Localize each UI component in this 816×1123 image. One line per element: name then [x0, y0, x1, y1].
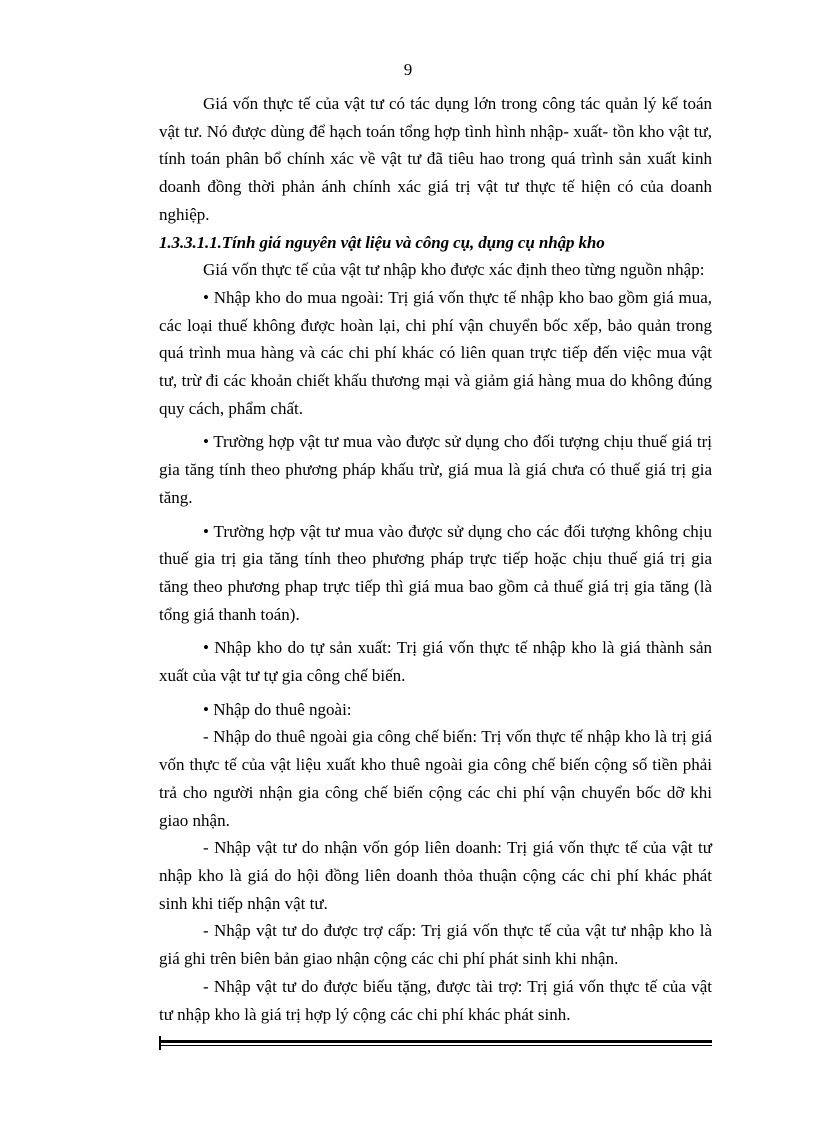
- dash-outsourced-processing: - Nhập do thuê ngoài gia công chế biến: Trị vốn thực tế nhập kho là trị giá vốn thực tế của vật liệu xuất kho thuê ngoài gia công chế biến cộng số tiền phải trả cho người nhận gia công chế biến cộng các chi phí vận chuyển bốc dỡ khi giao nhận.: [159, 727, 712, 830]
- bullet-outsourced: • Nhập do thuê ngoài:: [203, 699, 352, 719]
- footer-rule: [159, 1036, 712, 1050]
- bullet-self-produced: • Nhập kho do tự sản xuất: Trị giá vốn thực tế nhập kho là giá thành sản xuất của vật tư tự gia công chế biến.: [159, 638, 712, 686]
- page-number: 9: [403, 60, 413, 79]
- footer-rule-tick: [159, 1036, 161, 1050]
- document-body: [159, 90, 712, 1028]
- footer-rule-thick-line: [159, 1040, 712, 1043]
- bullet-vat-deduction: • Trường hợp vật tư mua vào được sử dụng cho đối tượng chịu thuế giá trị gia tăng tính theo phương pháp khấu trừ, giá mua là giá chưa có thuế giá trị gia tăng.: [159, 432, 712, 507]
- paragraph-sources: Giá vốn thực tế của vật tư nhập kho được xác định theo từng nguồn nhập:: [203, 260, 705, 280]
- footer-rule-thin-line: [159, 1045, 712, 1046]
- bullet-purchased: • Nhập kho do mua ngoài: Trị giá vốn thực tế nhập kho bao gồm giá mua, các loại thuế không được hoàn lại, chi phí vận chuyển bốc xếp, bảo quản trong quá trình mua hàng và các chi phí khác có liên quan trực tiếp đến việc mua vật tư, trừ đi các khoản chiết khấu thương mại và giảm giá hàng mua do không đúng quy cách, phẩm chất.: [159, 287, 712, 418]
- dash-donation: - Nhập vật tư do được biếu tặng, được tài trợ: Trị giá vốn thực tế của vật tư nhập kho là giá trị hợp lý cộng các chi phí khác phát sinh.: [159, 976, 712, 1024]
- intro-paragraph: Giá vốn thực tế của vật tư có tác dụng lớn trong công tác quản lý kế toán vật tư. Nó được dùng để hạch toán tổng hợp tình hình nhập- xuất- tồn kho vật tư, tính toán phân bổ chính xác về vật tư đã tiêu hao trong quá trình sản xuất kinh doanh đồng thời phản ánh chính xác giá trị vật tư thực tế hiện có của doanh nghiệp.: [159, 94, 712, 224]
- bullet-vat-direct: • Trường hợp vật tư mua vào được sử dụng cho các đối tượng không chịu thuế gia trị gia tăng tính theo phương pháp trực tiếp hoặc chịu thuế giá trị gia tăng theo phương phap trực tiếp thì giá mua bao gồm cả thuế giá trị gia tăng (là tổng giá thanh toán).: [159, 521, 712, 624]
- section-heading: 1.3.3.1.1.Tính giá nguyên vật liệu và công cụ, dụng cụ nhập kho: [159, 232, 605, 252]
- dash-subsidy: - Nhập vật tư do được trợ cấp: Trị giá vốn thực tế của vật tư nhập kho là giá ghi trên biên bản giao nhận cộng các chi phí phát sinh khi nhận.: [159, 921, 712, 969]
- dash-capital-contribution: - Nhập vật tư do nhận vốn góp liên doanh: Trị giá vốn thực tế của vật tư nhập kho là giá do hội đồng liên doanh thỏa thuận cộng các chi phí khác phát sinh khi tiếp nhận vật tư.: [159, 838, 712, 913]
